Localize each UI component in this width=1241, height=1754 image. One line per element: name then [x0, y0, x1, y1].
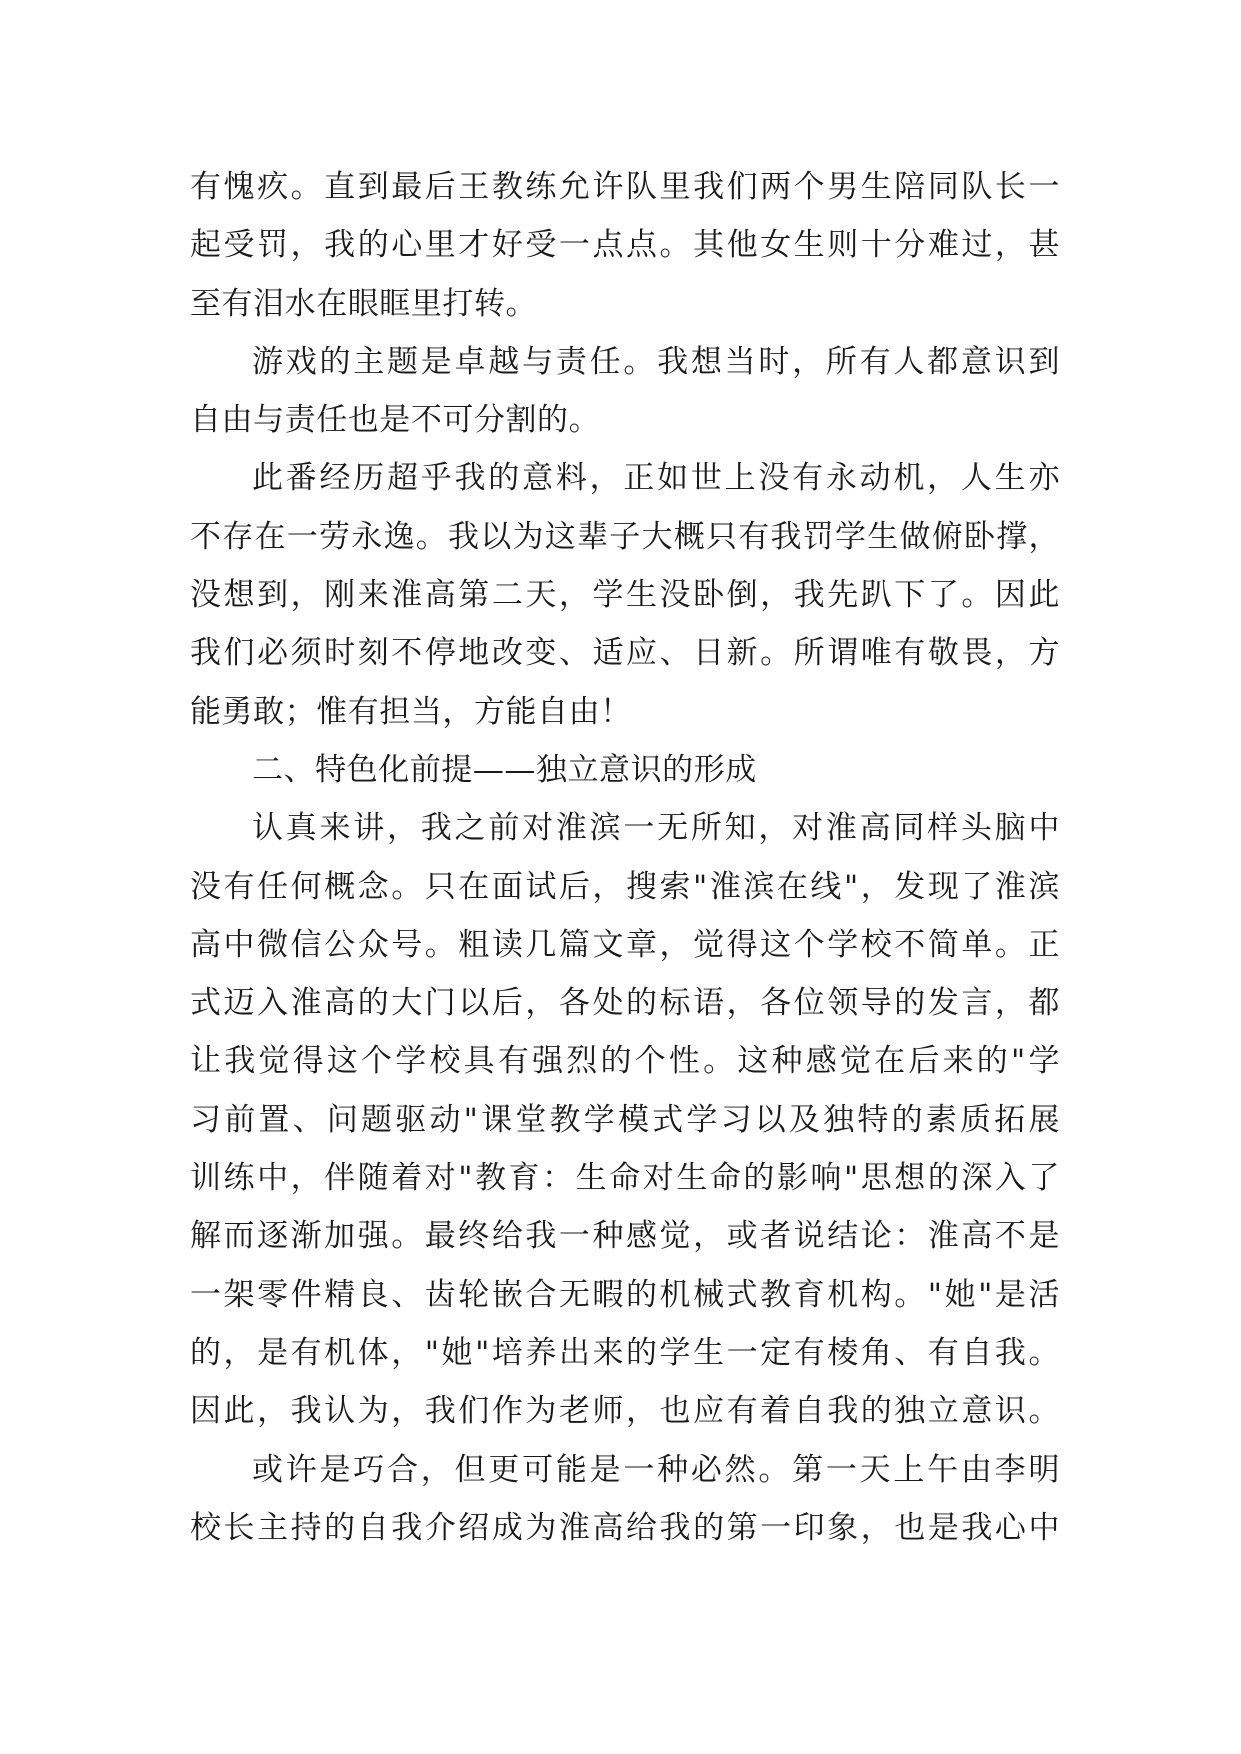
text-line: 训练中，伴随着对"教育：生命对生命的影响"思想的深入了: [190, 1160, 1060, 1197]
text-line: 或许是巧合，但更可能是一种必然。第一天上午由李明: [252, 1451, 1060, 1488]
text-line: 校长主持的自我介绍成为淮高给我的第一印象，也是我心中: [190, 1509, 1060, 1546]
text-line: 的，是有机体，"她"培养出来的学生一定有棱角、有自我。: [190, 1334, 1060, 1371]
text-line: 有愧疚。直到最后王教练允许队里我们两个男生陪同队长一: [190, 169, 1060, 205]
body-text: [190, 158, 1060, 1557]
text-line: 习前置、问题驱动"课堂教学模式学习以及独特的素质拓展: [190, 1101, 1060, 1138]
text-line: 没想到，刚来淮高第二天，学生没卧倒，我先趴下了。因此: [190, 577, 1060, 614]
text-line: 自由与责任也是不可分割的。: [190, 402, 601, 439]
text-line: 起受罚，我的心里才好受一点点。其他女生则十分难过，甚: [190, 227, 1060, 264]
text-line: 认真来讲，我之前对淮滨一无所知，对淮高同样头脑中: [252, 810, 1060, 847]
text-line: 式迈入淮高的大门以后，各处的标语，各位领导的发言，都: [190, 985, 1060, 1022]
text-line: 游戏的主题是卓越与责任。我想当时，所有人都意识到: [252, 343, 1060, 380]
text-line: 至有泪水在眼眶里打转。: [190, 285, 538, 322]
text-line: 解而逐渐加强。最终给我一种感觉，或者说结论：淮高不是: [190, 1218, 1060, 1255]
text-line: 此番经历超乎我的意料，正如世上没有永动机，人生亦: [252, 460, 1060, 497]
text-line: 能勇敢；惟有担当，方能自由！: [190, 693, 632, 730]
text-line: 一架零件精良、齿轮嵌合无暇的机械式教育机构。"她"是活: [190, 1276, 1060, 1313]
text-line: 高中微信公众号。粗读几篇文章，觉得这个学校不简单。正: [190, 926, 1060, 963]
text-line: 没有任何概念。只在面试后，搜索"淮滨在线"，发现了淮滨: [190, 868, 1060, 905]
text-line: 我们必须时刻不停地改变、适应、日新。所谓唯有敬畏，方: [190, 635, 1060, 672]
text-line: 让我觉得这个学校具有强烈的个性。这种感觉在后来的"学: [190, 1043, 1060, 1080]
text-line: 因此，我认为，我们作为老师，也应有着自我的独立意识。: [190, 1393, 1060, 1430]
text-line: 二、特色化前提——独立意识的形成: [252, 751, 757, 788]
text-line: 不存在一劳永逸。我以为这辈子大概只有我罚学生做俯卧撑，: [190, 518, 1060, 555]
